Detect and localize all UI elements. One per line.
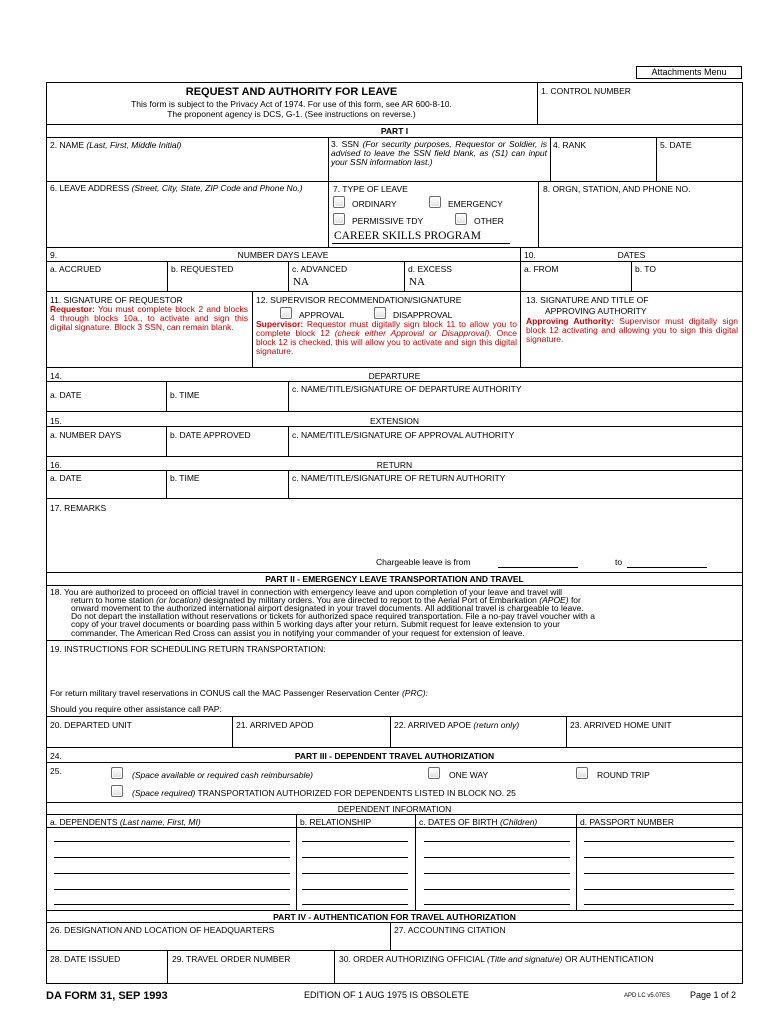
departure-authority-field[interactable]: c. NAME/TITLE/SIGNATURE OF DEPARTURE AUTHORITY	[292, 384, 522, 394]
page-number: Page 1 of 2	[690, 990, 737, 1000]
part3-title: PART III - DEPENDENT TRAVEL AUTHORIZATION	[294, 751, 495, 761]
part4-title: PART IV - AUTHENTICATION FOR TRAVEL AUTHORIZATION	[273, 912, 516, 922]
proponent-agency	[46, 109, 537, 119]
number-days-leave-heading: NUMBER DAYS LEAVE	[237, 250, 329, 260]
extension-date-field[interactable]: b. DATE APPROVED	[170, 430, 251, 440]
space-available-checkbox[interactable]	[111, 767, 123, 779]
leave-address-label: 6. LEAVE ADDRESS	[50, 183, 130, 193]
excess-input[interactable]: NA	[409, 276, 425, 288]
block-18-line-2c: designated by military orders. You are directed to report to the Aerial Port of Embarkation	[203, 595, 537, 605]
accrued-field[interactable]: a. ACCRUED	[50, 264, 102, 274]
dependent-passport-row[interactable]	[584, 889, 734, 890]
return-authority-field[interactable]: c. NAME/TITLE/SIGNATURE OF RETURN AUTHORITY	[292, 473, 506, 483]
date-issued-field[interactable]: 28. DATE ISSUED	[50, 954, 121, 964]
permissive-tdy-label: PERMISSIVE TDY	[352, 216, 424, 226]
one-way-checkbox[interactable]	[428, 767, 440, 779]
approving-authority-title-1: 13. SIGNATURE AND TITLE OF	[526, 295, 649, 305]
rank-field[interactable]: 4. RANK	[553, 140, 587, 150]
return-time-field[interactable]: b. TIME	[170, 473, 200, 483]
block-18-line-6: commander. The American Red Cross can assist you in notifying your commander of your request for extension of leave.	[71, 628, 525, 638]
block-18-line-2e: for	[570, 595, 581, 605]
relationship-column-header: b. RELATIONSHIP	[300, 817, 372, 827]
approving-instruction-text: Supervisor must digitally sign block 12 activating and allowing you to sign this digital signature.	[526, 316, 738, 344]
chargeable-to-label: to	[615, 557, 623, 567]
pap-text: Should you require other assistance call PAP:	[50, 704, 222, 714]
accounting-citation-field[interactable]: 27. ACCOUNTING CITATION	[394, 925, 506, 935]
extension-heading: EXTENSION	[369, 416, 420, 426]
dependents-column-header	[50, 817, 201, 827]
requestor-instruction-label: Requestor:	[50, 304, 95, 314]
one-way-label: ONE WAY	[449, 770, 489, 780]
name-field[interactable]	[50, 140, 181, 150]
conus-reservation-text-2: (PRC):	[401, 688, 428, 698]
dependent-name-row[interactable]	[54, 857, 290, 858]
order-official-label-2: (Title and signature)	[487, 954, 563, 964]
orgn-station-field[interactable]: 8. ORGN, STATION, AND PHONE NO.	[543, 184, 691, 194]
dependent-passport-row[interactable]	[584, 841, 734, 842]
dependent-name-row[interactable]	[54, 904, 290, 905]
dependents-header-hint: (Last name, First, MI)	[119, 817, 201, 827]
dependent-dob-row[interactable]	[424, 841, 570, 842]
dependents-header-label: a. DEPENDENTS	[50, 817, 118, 827]
excess-label: d. EXCESS	[408, 264, 452, 274]
order-official-label-3: OR AUTHENTICATION	[564, 954, 654, 964]
dependent-dob-row[interactable]	[424, 904, 570, 905]
form-identifier: DA FORM 31, SEP 1993	[46, 990, 168, 1002]
remarks-field[interactable]: 17. REMARKS	[50, 503, 107, 513]
emergency-label: EMERGENCY	[448, 199, 503, 209]
space-required-label	[132, 788, 516, 798]
arrived-apod-field[interactable]: 21. ARRIVED APOD	[236, 720, 314, 730]
departure-heading: DEPARTURE	[368, 371, 421, 381]
supervisor-instructions[interactable]	[256, 320, 517, 356]
departure-date-field[interactable]: a. DATE	[50, 390, 82, 400]
dependent-dob-row[interactable]	[424, 873, 570, 874]
space-required-label-2: TRANSPORTATION AUTHORIZED FOR DEPENDENTS LISTED IN BLOCK NO. 25	[197, 788, 516, 798]
part1-title: PART I	[380, 126, 409, 136]
advanced-label: c. ADVANCED	[292, 264, 348, 274]
approval-checkbox[interactable]	[280, 307, 292, 319]
supervisor-instruction-text-1: Requestor must digitally sign block 11 to allow you to complete block 12	[256, 319, 517, 338]
advanced-input[interactable]: NA	[293, 276, 309, 288]
dependent-info-heading: DEPENDENT INFORMATION	[337, 804, 452, 814]
block-18-line-1: 18. You are authorized to proceed on official travel in connection with emergency leave and upon completion of your leave and travel will	[50, 587, 563, 597]
order-authorizing-official-field[interactable]	[339, 954, 654, 964]
ordinary-label: ORDINARY	[352, 199, 397, 209]
dob-header-label: c. DATES OF BIRTH	[419, 817, 498, 827]
other-label: OTHER	[474, 216, 504, 226]
order-official-label-1: 30. ORDER AUTHORIZING OFFICIAL	[339, 954, 485, 964]
block-18-line-4: Do not depart the installation without reservations or tickets for authorized space required transportation. File a no-pay travel voucher with a	[71, 611, 595, 621]
space-available-label: (Space available or required cash reimbursable)	[132, 770, 313, 780]
extension-days-field[interactable]: a. NUMBER DAYS	[50, 430, 122, 440]
departed-unit-field[interactable]: 20. DEPARTED UNIT	[50, 720, 132, 730]
space-required-checkbox[interactable]	[111, 785, 123, 797]
leave-address-hint: (Street, City, State, ZIP Code and Phone No.)	[131, 183, 303, 193]
dependent-relationship-row[interactable]	[302, 873, 408, 874]
ssn-field[interactable]	[331, 140, 547, 167]
block-10-label: 10.	[524, 250, 536, 260]
dependent-relationship-row[interactable]	[302, 857, 408, 858]
chargeable-from-input[interactable]	[498, 567, 578, 568]
round-trip-label: ROUND TRIP	[597, 770, 650, 780]
chargeable-to-input[interactable]	[627, 567, 707, 568]
dependent-passport-row[interactable]	[584, 857, 734, 858]
dependent-name-row[interactable]	[54, 889, 290, 890]
arrived-apoe-hint: (return only)	[473, 720, 520, 730]
signature-requestor-label: 11. SIGNATURE OF REQUESTOR	[50, 295, 183, 305]
approving-authority-instructions[interactable]	[526, 317, 738, 344]
form-title: REQUEST AND AUTHORITY FOR LEAVE	[185, 86, 398, 98]
dependent-name-row[interactable]	[54, 841, 290, 842]
from-field[interactable]: a. FROM	[524, 264, 559, 274]
proponent-agency-text: The proponent agency is DCS, G-1. (See instructions on reverse.)	[167, 109, 416, 119]
requested-field[interactable]: b. REQUESTED	[171, 264, 234, 274]
dates-heading: DATES	[617, 250, 646, 260]
return-transport-instructions[interactable]: 19. INSTRUCTIONS FOR SCHEDULING RETURN TRANSPORTATION:	[50, 644, 326, 654]
edition-notice: EDITION OF 1 AUG 1975 IS OBSOLETE	[304, 990, 470, 1000]
dob-header-hint: (Children)	[499, 817, 538, 827]
control-number-field[interactable]: 1. CONTROL NUMBER	[541, 86, 631, 96]
supervisor-instruction-text-2: (check either Approval or Disapproval).	[334, 328, 492, 338]
block-25-label: 25.	[50, 766, 62, 776]
part2-title: PART II - EMERGENCY LEAVE TRANSPORTATION AND TRAVEL	[265, 574, 524, 584]
block-18-line-2a: return to home station	[71, 595, 154, 605]
block-14-label: 14.	[50, 371, 62, 381]
arrived-apoe-field[interactable]	[394, 720, 519, 730]
return-date-field[interactable]: a. DATE	[50, 473, 82, 483]
arrived-apoe-label: 22. ARRIVED APOE	[394, 720, 472, 730]
block-18-line-2b: (or location)	[156, 595, 201, 605]
name-label: 2. NAME	[50, 140, 85, 150]
ordinary-checkbox[interactable]	[333, 196, 345, 208]
approval-label: APPROVAL	[299, 310, 345, 320]
block-15-label: 15.	[50, 416, 62, 426]
round-trip-checkbox[interactable]	[576, 767, 588, 779]
dependent-name-row[interactable]	[54, 873, 290, 874]
leave-address-field[interactable]	[50, 184, 322, 193]
travel-order-number-field[interactable]: 29. TRAVEL ORDER NUMBER	[172, 954, 291, 964]
block-24-label: 24.	[50, 751, 62, 761]
headquarters-field[interactable]: 26. DESIGNATION AND LOCATION OF HEADQUARTERS	[50, 925, 275, 935]
other-checkbox[interactable]	[455, 213, 467, 225]
supervisor-recommendation-label: 12. SUPERVISOR RECOMMENDATION/SIGNATURE	[256, 295, 462, 305]
dependent-dob-row[interactable]	[424, 889, 570, 890]
arrived-home-unit-field[interactable]: 23. ARRIVED HOME UNIT	[570, 720, 672, 730]
dependent-relationship-row[interactable]	[302, 904, 408, 905]
apd-version: APD LC v5.07ES	[624, 993, 671, 999]
departure-time-field[interactable]: b. TIME	[170, 390, 200, 400]
ssn-label: 3. SSN	[331, 139, 360, 149]
return-heading: RETURN	[376, 460, 413, 470]
approving-authority-title-2: APPROVING AUTHORITY	[545, 306, 647, 316]
emergency-checkbox[interactable]	[429, 196, 441, 208]
conus-reservation-text-1: For return military travel reservations in CONUS call the MAC Passenger Reservation Center	[50, 688, 400, 698]
space-required-label-1: (Space required)	[132, 788, 196, 798]
supervisor-instruction-label: Supervisor:	[256, 319, 304, 329]
approving-instruction-label: Approving Authority:	[526, 316, 615, 326]
disapproval-label: DISAPPROVAL	[393, 310, 453, 320]
block-18-line-3: onward movement to the authorized international airport designated in your travel documents. All additional travel is chargeable to leave.	[71, 603, 584, 613]
block-18-line-5: copy of your travel documents or boarding pass within 5 working days after your return. Submit request for leave extension to your	[71, 619, 560, 629]
disapproval-checkbox[interactable]	[374, 307, 386, 319]
dependent-passport-row[interactable]	[584, 873, 734, 874]
block-16-label: 16.	[50, 460, 62, 470]
name-hint: (Last, First, Middle Initial)	[86, 140, 182, 150]
extension-authority-field[interactable]: c. NAME/TITLE/SIGNATURE OF APPROVAL AUTHORITY	[292, 430, 515, 440]
chargeable-from-label: Chargeable leave is from	[376, 557, 471, 567]
dependent-relationship-row[interactable]	[302, 841, 408, 842]
passport-column-header: d. PASSPORT NUMBER	[580, 817, 674, 827]
requestor-instruction-text: You must complete block 2 and blocks 4 through blocks 10a., to activate and sign this digital signature. Block 3 SSN, can remain blank.	[50, 304, 248, 332]
conus-reservation-text	[50, 688, 428, 698]
type-of-leave-label: 7. TYPE OF LEAVE	[333, 184, 408, 194]
block-18-line-2d: (APOE)	[539, 595, 569, 605]
dob-column-header	[419, 817, 537, 827]
permissive-tdy-checkbox[interactable]	[333, 213, 345, 225]
dependent-relationship-row[interactable]	[302, 889, 408, 890]
date-field[interactable]: 5. DATE	[660, 140, 692, 150]
other-leave-input[interactable]: CAREER SKILLS PROGRAM	[334, 230, 481, 242]
dependent-dob-row[interactable]	[424, 857, 570, 858]
signature-requestor-instructions[interactable]	[50, 305, 248, 332]
privacy-statement: This form is subject to the Privacy Act of 1974. For use of this form, see AR 600-8-10.	[131, 99, 452, 109]
supervisor-instruction-text-3: Once block 12 is checked, this will allow you to activate and sign this digital signature.	[256, 328, 517, 356]
to-field[interactable]: b. TO	[635, 264, 656, 274]
ssn-hint: (For security purposes, Requestor or Soldier, is advised to leave the SSN field blank, as (S1) can input your SSN information last.)	[331, 139, 547, 167]
block-9-label: 9.	[50, 250, 58, 260]
attachments-menu-button[interactable]: Attachments Menu	[636, 66, 742, 79]
dependent-passport-row[interactable]	[584, 904, 734, 905]
